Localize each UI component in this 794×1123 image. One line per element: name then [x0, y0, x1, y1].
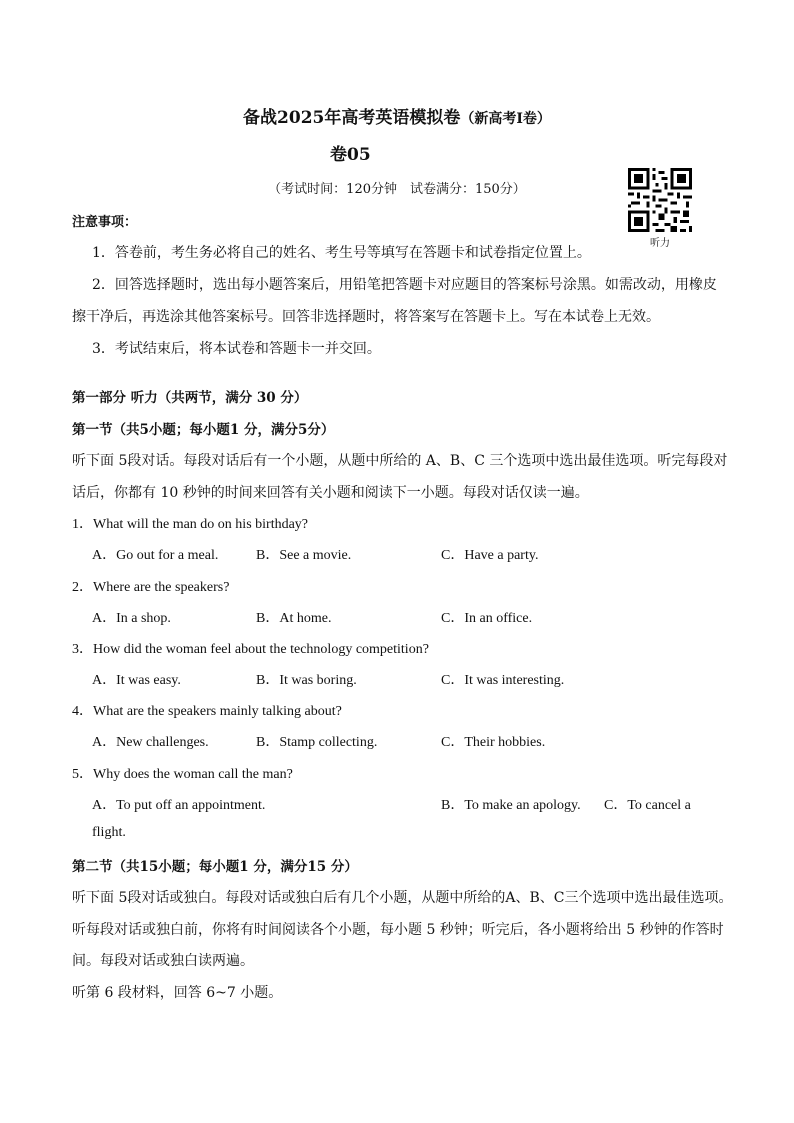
volume-label: 卷05: [330, 145, 371, 165]
question-4-option-b: B．Stamp collecting.: [256, 735, 378, 750]
question-3-stem: 3．How did the woman feel about the technology competition?: [72, 642, 429, 657]
section1-intro-line-2: 话后，你都有 10 秒钟的时间来回答有关小题和阅读下一小题。每段对话仅读一遍。: [72, 485, 589, 501]
question-4-stem: 4．What are the speakers mainly talking about?: [72, 704, 342, 719]
question-5-stem: 5．Why does the woman call the man?: [72, 767, 293, 782]
notice-item-2-line-2: 擦干净后，再选涂其他答案标号。回答非选择题时，将答案写在答题卡上。写在本试卷上无效。: [72, 309, 660, 325]
question-1-option-b: B．See a movie.: [256, 548, 352, 563]
exam-info: （考试时间：120分钟 试卷满分：150分）: [268, 182, 526, 197]
question-2-stem: 2．Where are the speakers?: [72, 580, 230, 595]
question-3-option-a: A．It was easy.: [92, 673, 181, 688]
question-4-option-a: A．New challenges.: [92, 735, 209, 750]
section1-intro-line-1: 听下面 5段对话。每段对话后有一个小题，从题中所给的 A、B、C 三个选项中选出最佳选项。听完每段对: [72, 453, 728, 469]
question-1-option-c: C．Have a party.: [441, 548, 539, 563]
question-3-option-b: B．It was boring.: [256, 673, 357, 688]
question-5-option-c: C．To cancel a: [604, 798, 691, 813]
section1-heading: 第一节（共5小题；每小题1 分，满分5分）: [72, 422, 335, 438]
notice-heading: 注意事项：: [72, 215, 138, 230]
notice-item-1: 1．答卷前，考生务必将自己的姓名、考生号等填写在答题卡和试卷指定位置上。: [92, 245, 591, 261]
part1-heading: 第一部分 听力（共两节，满分 30 分）: [72, 390, 308, 406]
section2-intro-line-2: 听每段对话或独白前，你将有时间阅读各个小题，每小题 5 秒钟；听完后，各小题将给出 5 秒钟的作答时: [72, 922, 724, 938]
question-3-option-c: C．It was interesting.: [441, 673, 565, 688]
question-1-stem: 1．What will the man do on his birthday?: [72, 517, 309, 532]
material-6-instruction: 听第 6 段材料，回答 6~7 小题。: [72, 985, 283, 1001]
question-5-option-a: A．To put off an appointment.: [92, 798, 266, 813]
question-2-option-c: C．In an office.: [441, 611, 533, 626]
exam-title-main: 备战2025年高考英语模拟卷: [243, 108, 461, 128]
qr-code-icon: [628, 168, 692, 232]
question-4-option-c: C．Their hobbies.: [441, 735, 546, 750]
section2-intro-line-3: 间。每段对话或独白读两遍。: [72, 953, 254, 969]
question-5-option-c-continued: flight.: [92, 825, 126, 840]
section2-heading: 第二节（共15小题；每小题1 分，满分15 分）: [72, 859, 358, 875]
question-1-option-a: A．Go out for a meal.: [92, 548, 219, 563]
question-2-option-b: B．At home.: [256, 611, 332, 626]
qr-label: 听力: [650, 238, 670, 249]
section2-intro-line-1: 听下面 5段对话或独白。每段对话或独白后有几个小题，从题中所给的A、B、C三个选项中选出最佳选项。: [72, 890, 733, 906]
question-5-option-b: B．To make an apology.: [441, 798, 581, 813]
notice-item-2-line-1: 2．回答选择题时，选出每小题答案后，用铅笔把答题卡对应题目的答案标号涂黑。如需改动，用橡皮: [92, 277, 717, 293]
notice-item-3: 3．考试结束后，将本试卷和答题卡一并交回。: [92, 341, 381, 357]
question-2-option-a: A．In a shop.: [92, 611, 171, 626]
exam-title: [0, 103, 794, 128]
exam-title-sub: （新高考I卷）: [460, 111, 551, 127]
